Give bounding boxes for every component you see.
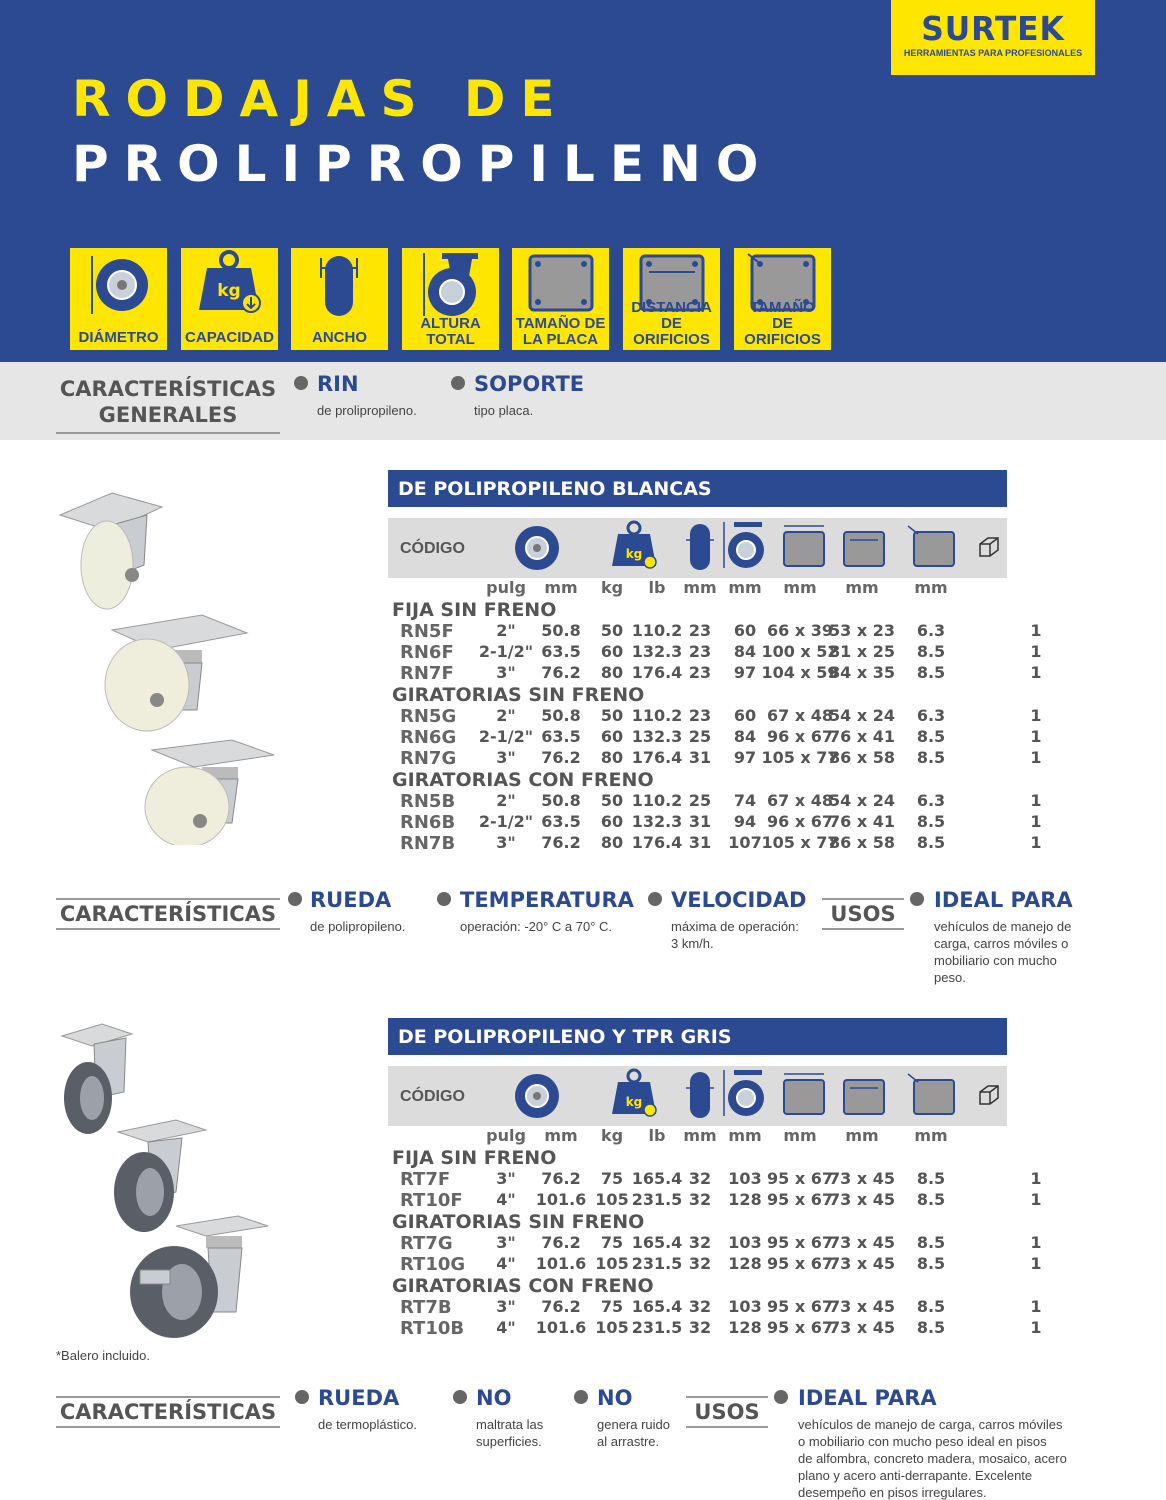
section1-features-label: CARACTERÍSTICAS — [56, 898, 280, 930]
unit-label: mm — [544, 1126, 578, 1145]
section2-title-bar: DE POLIPROPILENO Y TPR GRIS — [388, 1018, 1007, 1055]
unit-label: lb — [648, 578, 666, 597]
code-cell: RN6F — [400, 642, 454, 663]
unit-label: kg — [600, 1126, 624, 1145]
hole-size-cell: 8.5 — [916, 748, 946, 767]
code-cell: RN6G — [400, 727, 457, 748]
width-cell: 31 — [688, 812, 712, 831]
hole-distance-label: DISTANCIA DE ORIFICIOS — [631, 299, 712, 348]
svg-text:kg: kg — [625, 547, 643, 561]
unit-label: mm — [683, 578, 717, 597]
units-row — [388, 1126, 1007, 1147]
mm-cell: 63.5 — [541, 812, 581, 831]
uses-title: IDEAL PARA — [798, 1386, 937, 1410]
code-cell: RN7G — [400, 748, 457, 769]
feature-desc-rueda: de termoplástico. — [318, 1417, 417, 1432]
kg-cell: 50 — [600, 706, 624, 725]
section1-table-header — [388, 518, 1007, 578]
code-cell: RN5B — [400, 791, 456, 812]
table-row — [388, 1318, 1042, 1339]
height-cell: 84 — [733, 642, 757, 661]
code-cell: RT10G — [400, 1254, 466, 1275]
lb-cell: 176.4 — [631, 833, 683, 852]
hole-distance-cell: 76 x 41 — [829, 727, 895, 746]
hole-distance-cell: 76 x 41 — [829, 812, 895, 831]
unit-label: mm — [845, 578, 879, 597]
width-cell: 31 — [688, 833, 712, 852]
code-cell: RN5F — [400, 621, 454, 642]
mm-cell: 76.2 — [541, 833, 581, 852]
width-cell: 32 — [688, 1297, 712, 1316]
feature-desc-no-maltrata: maltrata las superficies. — [476, 1417, 544, 1449]
unit-label: mm — [914, 578, 948, 597]
hole-distance-cell: 73 x 45 — [829, 1169, 895, 1188]
lb-cell: 231.5 — [631, 1254, 683, 1273]
feature-title-rueda: RUEDA — [310, 888, 392, 912]
table-row — [388, 663, 1042, 684]
feature-title-soporte: SOPORTE — [474, 372, 585, 396]
group-heading: GIRATORIAS SIN FRENO — [392, 684, 645, 706]
group-heading: GIRATORIAS CON FRENO — [392, 1275, 654, 1297]
height-label: ALTURA TOTAL — [420, 315, 481, 348]
surtek-logo — [891, 0, 1095, 75]
table-row — [388, 748, 1042, 769]
brand-tagline: HERRAMIENTAS PARA PROFESIONALES — [903, 48, 1083, 58]
height-cell: 128 — [728, 1254, 762, 1273]
kg-cell: 75 — [600, 1297, 624, 1316]
brand-name: SURTEK — [921, 9, 1065, 48]
pack-cell: 1 — [1030, 1233, 1042, 1252]
width-box — [291, 248, 388, 350]
section1-title-bar: DE POLIPROPILENO BLANCAS — [388, 470, 1007, 507]
pulg-cell: 3" — [496, 1169, 516, 1188]
feature-title-velocidad: VELOCIDAD — [671, 888, 807, 912]
width-cell: 23 — [688, 621, 712, 640]
feature-title-temperatura: TEMPERATURA — [460, 888, 634, 912]
width-icon — [291, 248, 388, 328]
unit-label: mm — [728, 1126, 762, 1145]
hole-size-cell: 6.3 — [916, 706, 946, 725]
width-cell: 31 — [688, 748, 712, 767]
swivel-white-caster-image — [105, 615, 247, 731]
width-cell: 32 — [688, 1233, 712, 1252]
pack-cell: 1 — [1030, 791, 1042, 810]
table-row — [388, 727, 1042, 748]
bullet-icon — [437, 892, 451, 906]
mm-cell: 76.2 — [541, 1297, 581, 1316]
code-cell: RT7G — [400, 1233, 453, 1254]
general-features-bar — [0, 362, 1166, 440]
bullet-icon — [451, 376, 465, 390]
lb-cell: 165.4 — [631, 1169, 683, 1188]
pulg-cell: 2" — [496, 706, 516, 725]
hole-size-cell: 8.5 — [916, 1169, 946, 1188]
pulg-cell: 2-1/2" — [478, 812, 534, 831]
feature-desc-temperatura: operación: -20° C a 70° C. — [460, 919, 613, 934]
lb-cell: 165.4 — [631, 1233, 683, 1252]
unit-label: pulg — [486, 1126, 526, 1145]
weight-capacity-icon — [181, 248, 278, 328]
svg-text:kg: kg — [625, 1095, 643, 1109]
lb-cell: 176.4 — [631, 663, 683, 682]
width-cell: 32 — [688, 1190, 712, 1209]
mm-cell: 50.8 — [541, 621, 581, 640]
kg-cell: 60 — [600, 642, 624, 661]
feature-title-rin: RIN — [317, 372, 359, 396]
group-heading: FIJA SIN FRENO — [392, 599, 557, 621]
plate-size-cell: 100 x 52 — [761, 642, 839, 661]
unit-label: pulg — [486, 578, 526, 597]
section1-uses-label: USOS — [822, 898, 904, 930]
kg-cell: 80 — [600, 748, 624, 767]
page-title-line1: RODAJAS DE — [72, 70, 570, 128]
fixed-white-caster-image — [60, 493, 162, 609]
mm-cell: 101.6 — [535, 1254, 587, 1273]
lb-cell: 132.3 — [631, 642, 683, 661]
plate-size-cell: 96 x 67 — [767, 812, 833, 831]
hole-distance-cell: 73 x 45 — [829, 1318, 895, 1337]
hole-distance-cell: 73 x 45 — [829, 1297, 895, 1316]
hole-size-cell: 8.5 — [916, 663, 946, 682]
code-cell: RT10B — [400, 1318, 465, 1339]
hole-size-cell: 8.5 — [916, 1297, 946, 1316]
uses-desc: vehículos de manejo de carga, carros móviles o mobiliario con mucho peso. — [934, 919, 1072, 985]
height-cell: 74 — [733, 791, 757, 810]
diameter-box — [70, 248, 167, 350]
hole-distance-cell: 73 x 45 — [829, 1190, 895, 1209]
kg-cell: 75 — [600, 1169, 624, 1188]
footnote: *Balero incluido. — [56, 1348, 150, 1363]
hole-size-cell: 8.5 — [916, 1233, 946, 1252]
width-cell: 25 — [688, 727, 712, 746]
pack-cell: 1 — [1030, 663, 1042, 682]
pack-cell: 1 — [1030, 706, 1042, 725]
unit-label: mm — [783, 1126, 817, 1145]
plate-size-cell: 95 x 67 — [767, 1318, 833, 1337]
bullet-icon — [294, 376, 308, 390]
hole-size-cell: 8.5 — [916, 833, 946, 852]
lb-cell: 110.2 — [631, 791, 683, 810]
height-cell: 128 — [728, 1190, 762, 1209]
height-cell: 97 — [733, 748, 757, 767]
hole-size-cell: 8.5 — [916, 1318, 946, 1337]
pack-cell: 1 — [1030, 1190, 1042, 1209]
lb-cell: 132.3 — [631, 727, 683, 746]
lb-cell: 110.2 — [631, 621, 683, 640]
height-cell: 60 — [733, 706, 757, 725]
hole-distance-cell: 73 x 45 — [829, 1254, 895, 1273]
bullet-icon — [774, 1390, 788, 1404]
plate-size-cell: 67 x 48 — [767, 706, 833, 725]
code-cell: RN7B — [400, 833, 456, 854]
pulg-cell: 3" — [496, 663, 516, 682]
code-cell: RN7F — [400, 663, 454, 684]
svg-text:kg: kg — [217, 281, 241, 301]
pulg-cell: 2" — [496, 621, 516, 640]
plate-size-label: TAMAÑO DE LA PLACA — [515, 315, 606, 348]
kg-cell: 50 — [600, 791, 624, 810]
table-row — [388, 1233, 1042, 1254]
brake-gray-caster-image — [130, 1216, 268, 1338]
table-row — [388, 1297, 1042, 1318]
lb-cell: 110.2 — [631, 706, 683, 725]
pack-cell: 1 — [1030, 1169, 1042, 1188]
hole-distance-cell: 73 x 45 — [829, 1233, 895, 1252]
pack-cell: 1 — [1030, 812, 1042, 831]
pulg-cell: 4" — [496, 1254, 516, 1273]
plate-size-cell: 66 x 39 — [767, 621, 833, 640]
hole-distance-cell: 84 x 35 — [829, 663, 895, 682]
feature-desc-soporte: tipo placa. — [474, 403, 534, 418]
height-cell: 60 — [733, 621, 757, 640]
pack-cell: 1 — [1030, 1318, 1042, 1337]
units-row — [388, 578, 1007, 599]
unit-label: mm — [914, 1126, 948, 1145]
pulg-cell: 3" — [496, 1297, 516, 1316]
hole-size-cell: 6.3 — [916, 791, 946, 810]
section2-table-header — [388, 1066, 1007, 1126]
mm-cell: 76.2 — [541, 663, 581, 682]
pack-cell: 1 — [1030, 1297, 1042, 1316]
plate-size-cell: 95 x 67 — [767, 1233, 833, 1252]
kg-cell: 60 — [600, 727, 624, 746]
diameter-icon — [70, 248, 167, 328]
unit-label: mm — [544, 578, 578, 597]
width-cell: 23 — [688, 642, 712, 661]
capacity-box — [181, 248, 278, 350]
mm-cell: 50.8 — [541, 791, 581, 810]
kg-cell: 60 — [600, 812, 624, 831]
feature-title-no-maltrata: NO — [476, 1386, 512, 1410]
mm-cell: 76.2 — [541, 1233, 581, 1252]
group-heading: GIRATORIAS CON FRENO — [392, 769, 654, 791]
width-cell: 32 — [688, 1254, 712, 1273]
table-row — [388, 706, 1042, 727]
lb-cell: 176.4 — [631, 748, 683, 767]
height-cell: 97 — [733, 663, 757, 682]
code-cell: RN6B — [400, 812, 456, 833]
hole-distance-cell: 54 x 24 — [829, 791, 895, 810]
table-row — [388, 642, 1042, 663]
section2-features-label: CARACTERÍSTICAS — [56, 1396, 280, 1428]
plate-size-cell: 105 x 77 — [761, 748, 839, 767]
page-title-line2: PROLIPROPILENO — [72, 135, 774, 193]
kg-cell: 105 — [595, 1318, 629, 1337]
height-cell: 103 — [728, 1297, 762, 1316]
mm-cell: 101.6 — [535, 1190, 587, 1209]
width-label: ANCHO — [312, 329, 367, 346]
plate-size-box — [512, 248, 609, 350]
hole-size-box — [734, 248, 831, 350]
brake-white-caster-image — [145, 740, 274, 845]
hole-size-cell: 8.5 — [916, 727, 946, 746]
hole-size-cell: 6.3 — [916, 621, 946, 640]
lb-cell: 165.4 — [631, 1297, 683, 1316]
bullet-icon — [910, 892, 924, 906]
pack-cell: 1 — [1030, 748, 1042, 767]
table-row — [388, 1169, 1042, 1190]
code-cell: RT7F — [400, 1169, 451, 1190]
table-row — [388, 833, 1042, 854]
table-row — [388, 1190, 1042, 1211]
height-cell: 84 — [733, 727, 757, 746]
plate-size-cell: 95 x 67 — [767, 1169, 833, 1188]
bullet-icon — [288, 892, 302, 906]
kg-cell: 105 — [595, 1190, 629, 1209]
code-cell: RT10F — [400, 1190, 463, 1211]
uses-desc: vehículos de manejo de carga, carros móviles o mobiliario con mucho peso ideal en pisos de alfombra, concreto madera, mosaico, acero plano y acero anti-derrapante. Excelente desempeño en pisos irregulares. — [798, 1417, 1067, 1500]
feature-desc-rin: de prolipropileno. — [317, 403, 417, 418]
table-row — [388, 812, 1042, 833]
hole-size-label: TAMAÑO DE ORIFICIOS — [744, 299, 821, 348]
width-cell: 32 — [688, 1169, 712, 1188]
diameter-label: DIÁMETRO — [78, 329, 159, 346]
kg-cell: 50 — [600, 621, 624, 640]
plate-size-cell: 95 x 67 — [767, 1254, 833, 1273]
unit-label: lb — [648, 1126, 666, 1145]
feature-title-rueda: RUEDA — [318, 1386, 400, 1410]
bullet-icon — [648, 892, 662, 906]
mm-cell: 76.2 — [541, 748, 581, 767]
kg-cell: 105 — [595, 1254, 629, 1273]
codigo-header: CÓDIGO — [400, 1088, 465, 1105]
kg-cell: 80 — [600, 663, 624, 682]
height-cell: 103 — [728, 1233, 762, 1252]
bullet-icon — [453, 1390, 467, 1404]
width-cell: 25 — [688, 791, 712, 810]
pulg-cell: 4" — [496, 1318, 516, 1337]
bullet-icon — [295, 1390, 309, 1404]
unit-label: mm — [783, 578, 817, 597]
pack-cell: 1 — [1030, 621, 1042, 640]
pulg-cell: 2-1/2" — [478, 642, 534, 661]
unit-label: mm — [683, 1126, 717, 1145]
plate-size-cell: 104 x 59 — [761, 663, 839, 682]
pulg-cell: 3" — [496, 833, 516, 852]
plate-size-cell: 95 x 67 — [767, 1297, 833, 1316]
gray-caster-images — [56, 1022, 276, 1342]
width-cell: 23 — [688, 706, 712, 725]
pack-cell: 1 — [1030, 642, 1042, 661]
mm-cell: 101.6 — [535, 1318, 587, 1337]
section2-table — [388, 1126, 1042, 1339]
lb-cell: 231.5 — [631, 1318, 683, 1337]
width-cell: 32 — [688, 1318, 712, 1337]
table-row — [388, 791, 1042, 812]
unit-label: kg — [600, 578, 624, 597]
fixed-gray-caster-image — [62, 1024, 132, 1134]
plate-size-cell: 105 x 77 — [761, 833, 839, 852]
uses-title: IDEAL PARA — [934, 888, 1073, 912]
pulg-cell: 4" — [496, 1190, 516, 1209]
hole-size-cell: 8.5 — [916, 1254, 946, 1273]
hole-distance-cell: 86 x 58 — [829, 748, 895, 767]
plate-size-cell: 96 x 67 — [767, 727, 833, 746]
mm-cell: 63.5 — [541, 642, 581, 661]
hole-size-cell: 8.5 — [916, 1190, 946, 1209]
feature-desc-no-ruido: genera ruido al arrastre. — [597, 1417, 670, 1449]
group-heading: GIRATORIAS SIN FRENO — [392, 1211, 645, 1233]
lb-cell: 132.3 — [631, 812, 683, 831]
hole-distance-cell: 81 x 25 — [829, 642, 895, 661]
kg-cell: 80 — [600, 833, 624, 852]
hole-size-cell: 8.5 — [916, 642, 946, 661]
hole-size-cell: 8.5 — [916, 812, 946, 831]
section1-table — [388, 578, 1042, 854]
plate-size-cell: 67 x 48 — [767, 791, 833, 810]
table-row — [388, 621, 1042, 642]
capacity-label: CAPACIDAD — [185, 329, 274, 346]
code-cell: RT7B — [400, 1297, 452, 1318]
mm-cell: 50.8 — [541, 706, 581, 725]
kg-cell: 75 — [600, 1233, 624, 1252]
swivel-gray-caster-image — [114, 1120, 206, 1232]
pulg-cell: 3" — [496, 1233, 516, 1252]
feature-title-no-ruido: NO — [597, 1386, 633, 1410]
feature-desc-rueda: de polipropileno. — [310, 919, 406, 934]
table-row — [388, 1254, 1042, 1275]
code-cell: RN5G — [400, 706, 457, 727]
white-caster-images — [52, 485, 282, 845]
unit-label: mm — [728, 578, 762, 597]
table-header-icons — [388, 1066, 1007, 1126]
hole-distance-cell: 54 x 24 — [829, 706, 895, 725]
header-banner — [0, 0, 1166, 362]
bullet-icon — [574, 1390, 588, 1404]
pulg-cell: 2" — [496, 791, 516, 810]
pack-cell: 1 — [1030, 727, 1042, 746]
group-heading: FIJA SIN FRENO — [392, 1147, 557, 1169]
feature-desc-velocidad: máxima de operación: 3 km/h. — [671, 919, 799, 951]
pack-cell: 1 — [1030, 833, 1042, 852]
general-features-label: CARACTERÍSTICAS GENERALES — [56, 376, 280, 434]
pulg-cell: 3" — [496, 748, 516, 767]
height-cell: 94 — [733, 812, 757, 831]
pulg-cell: 2-1/2" — [478, 727, 534, 746]
height-cell: 103 — [728, 1169, 762, 1188]
unit-label: mm — [845, 1126, 879, 1145]
height-cell: 128 — [728, 1318, 762, 1337]
codigo-header: CÓDIGO — [400, 540, 465, 557]
lb-cell: 231.5 — [631, 1190, 683, 1209]
table-header-icons — [388, 518, 1007, 578]
height-cell: 107 — [728, 833, 762, 852]
section2-uses-label: USOS — [686, 1396, 768, 1428]
hole-distance-box — [623, 248, 720, 350]
mm-cell: 76.2 — [541, 1169, 581, 1188]
mm-cell: 63.5 — [541, 727, 581, 746]
hole-distance-cell: 86 x 58 — [829, 833, 895, 852]
hole-distance-cell: 53 x 23 — [829, 621, 895, 640]
height-box — [402, 248, 499, 350]
width-cell: 23 — [688, 663, 712, 682]
pack-cell: 1 — [1030, 1254, 1042, 1273]
plate-size-cell: 95 x 67 — [767, 1190, 833, 1209]
